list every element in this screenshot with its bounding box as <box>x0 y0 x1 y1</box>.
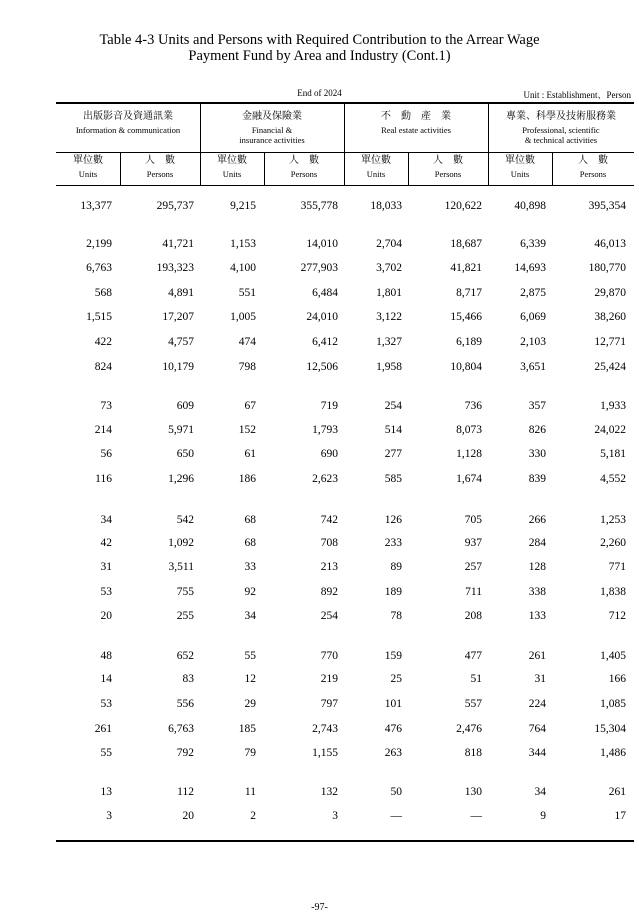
title-line-1: Table 4-3 Units and Persons with Required Contribution to the Arrear Wage <box>99 32 540 48</box>
units-cell: 824 <box>94 361 112 373</box>
table-row <box>0 512 639 528</box>
table-row <box>0 260 639 276</box>
units-cell: 14,693 <box>514 262 546 274</box>
units-cell: 764 <box>528 723 546 735</box>
persons-cell: 771 <box>608 561 626 573</box>
table-row <box>0 784 639 800</box>
units-cell: 3,122 <box>376 311 402 323</box>
title-line-2: Payment Fund by Area and Industry (Cont.1) <box>188 48 451 64</box>
persons-cell: 542 <box>176 514 194 526</box>
persons-cell: 711 <box>465 586 482 598</box>
persons-cell: 708 <box>320 537 338 549</box>
table-row <box>0 535 639 551</box>
table-row <box>0 671 639 687</box>
table-row <box>0 309 639 325</box>
subheader-zh: 單位數 <box>73 155 103 166</box>
persons-cell: 705 <box>464 514 482 526</box>
units-cell: 357 <box>528 400 546 412</box>
table-row <box>0 236 639 252</box>
persons-cell: 5,971 <box>168 424 194 436</box>
persons-cell: 6,189 <box>456 336 482 348</box>
units-cell: 128 <box>528 561 546 573</box>
persons-cell: 255 <box>176 610 194 622</box>
subheader-persons <box>408 153 488 185</box>
units-cell: 6,069 <box>520 311 546 323</box>
persons-cell: — <box>470 810 482 822</box>
persons-cell: 1,405 <box>600 650 626 662</box>
units-cell: 1,005 <box>230 311 256 323</box>
persons-cell: 1,933 <box>600 400 626 412</box>
table-row <box>0 648 639 664</box>
persons-cell: 2,260 <box>600 537 626 549</box>
group-name-en: Professional, scientific <box>522 125 600 135</box>
units-cell: 34 <box>244 610 256 622</box>
persons-cell: 1,253 <box>600 514 626 526</box>
units-cell: 2,103 <box>520 336 546 348</box>
persons-cell: 719 <box>320 400 338 412</box>
units-cell: 4,100 <box>230 262 256 274</box>
persons-cell: 818 <box>464 747 482 759</box>
units-cell: 233 <box>384 537 402 549</box>
persons-cell: 2,623 <box>312 473 338 485</box>
units-cell: 9 <box>540 810 546 822</box>
units-cell: 101 <box>384 698 402 710</box>
subheader-units <box>344 153 408 185</box>
table-row <box>0 334 639 350</box>
units-cell: 266 <box>528 514 546 526</box>
persons-cell: 83 <box>182 673 194 685</box>
table-row <box>0 398 639 414</box>
units-cell: 31 <box>534 673 546 685</box>
subheader-en: Units <box>78 169 98 179</box>
persons-cell: 261 <box>608 786 626 798</box>
persons-cell: 20 <box>182 810 194 822</box>
table-row <box>0 608 639 624</box>
persons-cell: 937 <box>464 537 482 549</box>
persons-cell: 395,354 <box>588 200 626 212</box>
persons-cell: 712 <box>608 610 626 622</box>
units-cell: 9,215 <box>230 200 256 212</box>
units-cell: 189 <box>384 586 402 598</box>
persons-cell: 8,717 <box>456 287 482 299</box>
units-cell: 277 <box>384 448 402 460</box>
units-cell: 6,763 <box>86 262 112 274</box>
subheader-en: Persons <box>146 169 174 179</box>
units-cell: 1,153 <box>230 238 256 250</box>
persons-cell: 15,466 <box>450 311 482 323</box>
units-cell: 11 <box>244 786 256 798</box>
units-cell: 839 <box>528 473 546 485</box>
table-row <box>0 422 639 438</box>
units-cell: 224 <box>528 698 546 710</box>
units-cell: 53 <box>100 698 112 710</box>
persons-cell: 254 <box>320 610 338 622</box>
table-row <box>0 696 639 712</box>
units-cell: 3 <box>106 810 112 822</box>
units-cell: 79 <box>244 747 256 759</box>
persons-cell: 166 <box>608 673 626 685</box>
persons-cell: 17,207 <box>162 311 194 323</box>
units-cell: 185 <box>238 723 256 735</box>
persons-cell: 4,757 <box>168 336 194 348</box>
subheader-zh: 單位數 <box>361 155 391 166</box>
persons-cell: 1,085 <box>600 698 626 710</box>
table-row <box>0 285 639 301</box>
units-cell: 2,704 <box>376 238 402 250</box>
units-cell: 14 <box>100 673 112 685</box>
units-cell: 61 <box>244 448 256 460</box>
persons-cell: 112 <box>177 786 194 798</box>
units-cell: 33 <box>244 561 256 573</box>
table-row <box>0 808 639 824</box>
units-cell: 159 <box>384 650 402 662</box>
persons-cell: 6,763 <box>168 723 194 735</box>
units-cell: 31 <box>100 561 112 573</box>
units-cell: 568 <box>94 287 112 299</box>
group-header-information <box>56 104 200 152</box>
units-cell: 474 <box>238 336 256 348</box>
units-cell: 116 <box>95 473 112 485</box>
units-cell: 50 <box>390 786 402 798</box>
units-cell: 42 <box>100 537 112 549</box>
persons-cell: 15,304 <box>594 723 626 735</box>
table-row <box>0 559 639 575</box>
table-row <box>0 198 639 214</box>
unit-note: Unit : Establishment、Person <box>523 90 631 100</box>
units-cell: 34 <box>100 514 112 526</box>
units-cell: 126 <box>384 514 402 526</box>
subheader-units <box>200 153 264 185</box>
header-bottom-rule <box>56 185 634 186</box>
table-title <box>0 32 639 64</box>
units-cell: 40,898 <box>514 200 546 212</box>
persons-cell: 132 <box>320 786 338 798</box>
subheader-en: Persons <box>290 169 318 179</box>
page-number: -97- <box>311 902 328 913</box>
persons-cell: 652 <box>176 650 194 662</box>
persons-cell: 792 <box>176 747 194 759</box>
units-cell: 422 <box>94 336 112 348</box>
persons-cell: 41,821 <box>450 262 482 274</box>
subheader-en: Persons <box>434 169 462 179</box>
persons-cell: 130 <box>464 786 482 798</box>
persons-cell: 742 <box>320 514 338 526</box>
persons-cell: 770 <box>320 650 338 662</box>
persons-cell: 10,804 <box>450 361 482 373</box>
subheader-persons <box>264 153 344 185</box>
units-cell: 186 <box>238 473 256 485</box>
units-cell: 3,702 <box>376 262 402 274</box>
units-cell: 261 <box>94 723 112 735</box>
units-cell: 476 <box>384 723 402 735</box>
subheader-en: Persons <box>579 169 607 179</box>
units-cell: 1,958 <box>376 361 402 373</box>
persons-cell: 38,260 <box>594 311 626 323</box>
units-cell: 338 <box>528 586 546 598</box>
persons-cell: 609 <box>176 400 194 412</box>
table-row <box>0 471 639 487</box>
units-cell: 20 <box>100 610 112 622</box>
group-name-en: insurance activities <box>239 135 305 145</box>
persons-cell: 17 <box>614 810 626 822</box>
units-cell: 254 <box>384 400 402 412</box>
persons-cell: 736 <box>464 400 482 412</box>
persons-cell: 46,013 <box>594 238 626 250</box>
persons-cell: 1,155 <box>312 747 338 759</box>
persons-cell: 14,010 <box>306 238 338 250</box>
persons-cell: 1,296 <box>168 473 194 485</box>
table-bottom-rule <box>56 840 634 842</box>
subheader-units <box>56 153 120 185</box>
subheader-persons <box>120 153 200 185</box>
units-cell: 152 <box>238 424 256 436</box>
units-cell: 53 <box>100 586 112 598</box>
persons-cell: 477 <box>464 650 482 662</box>
persons-cell: 12,506 <box>306 361 338 373</box>
group-header-real-estate <box>344 104 488 152</box>
units-cell: 1,327 <box>376 336 402 348</box>
subheader-persons <box>552 153 634 185</box>
group-name-en: Information & communication <box>75 125 181 135</box>
units-cell: 551 <box>238 287 256 299</box>
persons-cell: 1,128 <box>456 448 482 460</box>
table-row <box>0 359 639 375</box>
persons-cell: 219 <box>320 673 338 685</box>
persons-cell: 208 <box>464 610 482 622</box>
group-name-zh: 不 動 產 業 <box>381 111 451 122</box>
units-cell: 585 <box>384 473 402 485</box>
units-cell: 25 <box>390 673 402 685</box>
subheader-units <box>488 153 552 185</box>
persons-cell: 41,721 <box>162 238 194 250</box>
persons-cell: 1,793 <box>312 424 338 436</box>
units-cell: 284 <box>528 537 546 549</box>
units-cell: 34 <box>534 786 546 798</box>
table-row <box>0 745 639 761</box>
units-cell: 1,515 <box>86 311 112 323</box>
units-cell: 263 <box>384 747 402 759</box>
persons-cell: 3 <box>332 810 338 822</box>
units-cell: 261 <box>528 650 546 662</box>
group-name-en: Financial & <box>251 125 293 135</box>
persons-cell: 755 <box>176 586 194 598</box>
persons-cell: 892 <box>320 586 338 598</box>
persons-cell: 650 <box>176 448 194 460</box>
persons-cell: 51 <box>470 673 482 685</box>
subheader-en: Units <box>366 169 386 179</box>
subheader-zh: 人 數 <box>289 155 319 166</box>
persons-cell: 6,412 <box>312 336 338 348</box>
persons-cell: 556 <box>176 698 194 710</box>
subheader-en: Units <box>222 169 242 179</box>
persons-cell: 690 <box>320 448 338 460</box>
table-row <box>0 721 639 737</box>
persons-cell: 1,674 <box>456 473 482 485</box>
persons-cell: 257 <box>464 561 482 573</box>
persons-cell: 1,486 <box>600 747 626 759</box>
persons-cell: 4,552 <box>600 473 626 485</box>
units-cell: 68 <box>244 537 256 549</box>
persons-cell: 4,891 <box>168 287 194 299</box>
units-cell: 29 <box>244 698 256 710</box>
subheader-zh: 人 數 <box>145 155 175 166</box>
subheader-zh: 人 數 <box>433 155 463 166</box>
units-cell: 2,199 <box>86 238 112 250</box>
persons-cell: 10,179 <box>162 361 194 373</box>
persons-cell: 5,181 <box>600 448 626 460</box>
units-cell: 330 <box>528 448 546 460</box>
units-cell: 55 <box>244 650 256 662</box>
units-cell: 6,339 <box>520 238 546 250</box>
units-cell: 68 <box>244 514 256 526</box>
persons-cell: 3,511 <box>168 561 194 573</box>
group-name-zh: 專業、科學及技術服務業 <box>506 111 616 122</box>
units-cell: 13,377 <box>80 200 112 212</box>
units-cell: 1,801 <box>376 287 402 299</box>
persons-cell: 1,838 <box>600 586 626 598</box>
persons-cell: 29,870 <box>594 287 626 299</box>
persons-cell: 277,903 <box>300 262 338 274</box>
units-cell: 133 <box>528 610 546 622</box>
units-cell: 89 <box>390 561 402 573</box>
persons-cell: 24,010 <box>306 311 338 323</box>
subheader-zh: 人 數 <box>578 155 608 166</box>
units-cell: 2 <box>250 810 256 822</box>
persons-cell: 120,622 <box>444 200 482 212</box>
persons-cell: 1,092 <box>168 537 194 549</box>
group-name-en: Real estate activities <box>381 125 451 135</box>
units-cell: 92 <box>244 586 256 598</box>
persons-cell: 213 <box>320 561 338 573</box>
units-cell: 13 <box>100 786 112 798</box>
units-cell: 214 <box>94 424 112 436</box>
group-header-professional <box>488 104 634 152</box>
units-cell: 3,651 <box>520 361 546 373</box>
persons-cell: 12,771 <box>594 336 626 348</box>
units-cell: 48 <box>100 650 112 662</box>
units-cell: 344 <box>528 747 546 759</box>
persons-cell: 295,737 <box>156 200 194 212</box>
units-cell: 78 <box>390 610 402 622</box>
units-cell: 2,875 <box>520 287 546 299</box>
group-header-financial <box>200 104 344 152</box>
units-cell: 12 <box>244 673 256 685</box>
persons-cell: 180,770 <box>588 262 626 274</box>
table-row <box>0 584 639 600</box>
units-cell: 73 <box>100 400 112 412</box>
group-name-zh: 出版影音及資通訊業 <box>83 111 173 122</box>
table-row <box>0 446 639 462</box>
units-cell: 67 <box>244 400 256 412</box>
subheader-zh: 單位數 <box>505 155 535 166</box>
persons-cell: 557 <box>464 698 482 710</box>
persons-cell: 2,476 <box>456 723 482 735</box>
persons-cell: 18,687 <box>450 238 482 250</box>
group-name-zh: 金融及保險業 <box>242 111 302 122</box>
units-cell: 826 <box>528 424 546 436</box>
subheader-zh: 單位數 <box>217 155 247 166</box>
units-cell: 18,033 <box>370 200 402 212</box>
subheader-en: Units <box>510 169 530 179</box>
persons-cell: 25,424 <box>594 361 626 373</box>
persons-cell: 797 <box>320 698 338 710</box>
persons-cell: 8,073 <box>456 424 482 436</box>
units-cell: — <box>390 810 402 822</box>
persons-cell: 2,743 <box>312 723 338 735</box>
persons-cell: 193,323 <box>156 262 194 274</box>
reference-date: End of 2024 <box>297 88 342 98</box>
units-cell: 55 <box>100 747 112 759</box>
persons-cell: 24,022 <box>594 424 626 436</box>
units-cell: 56 <box>100 448 112 460</box>
persons-cell: 355,778 <box>300 200 338 212</box>
units-cell: 514 <box>384 424 402 436</box>
units-cell: 798 <box>238 361 256 373</box>
group-name-en: & technical activities <box>524 135 598 145</box>
persons-cell: 6,484 <box>312 287 338 299</box>
